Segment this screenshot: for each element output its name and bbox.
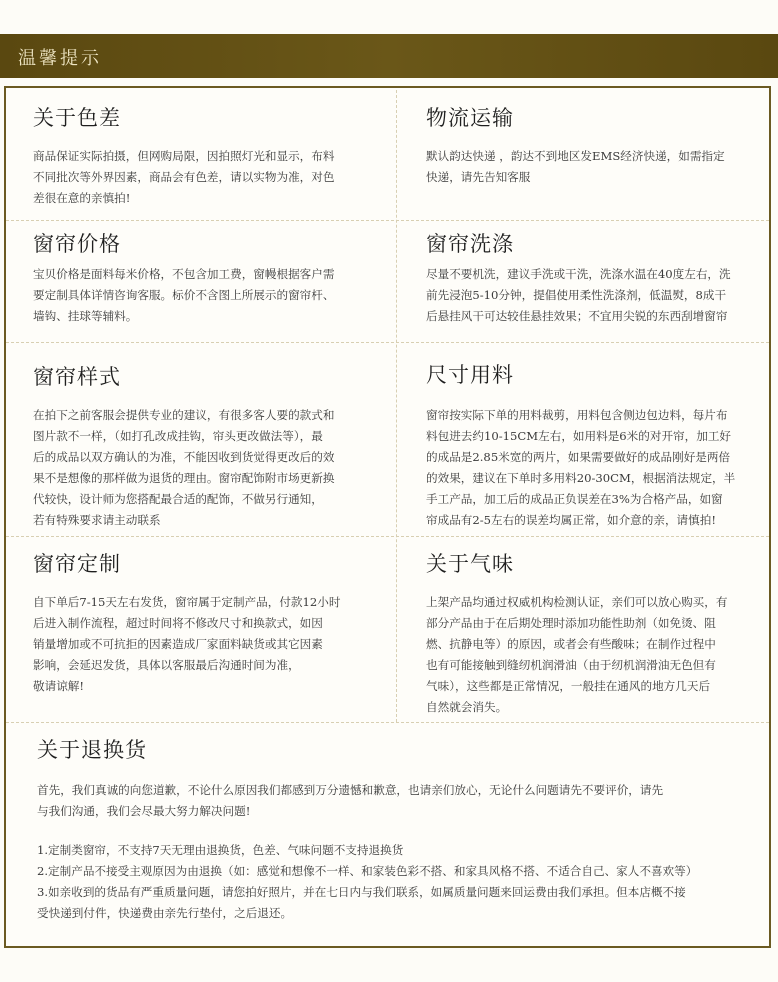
returns-item: 1.定制类窗帘，不支持7天无理由退换货，色差、气味问题不支持退换货 [37, 843, 404, 857]
row-divider [6, 722, 769, 723]
section-body: 尽量不要机洗，建议手洗或干洗，洗涤水温在40度左右，洗 前先浸泡5-10分钟，提倡使用柔性洗涤剂，低温熨，8成干 后悬挂风干可达较佳悬挂效果；不宜用尖锐的东西刮增窗帘 [426, 267, 731, 323]
section-size-material [426, 361, 771, 531]
section-body: 在拍下之前客服会提供专业的建议，有很多客人要的款式和 图片款不一样，（如打孔改成挂钩，帘头更改做法等），最 后的成品以双方确认的为准，不能因收到货觉得更改后的效 果不是想像的那样做为退货的理由。窗帘配饰附市场更新换 代较快，设计师为您搭配最合适的配饰，不做另行通知， 若有特殊要求请主动联系 [33, 408, 335, 527]
column-divider [396, 90, 397, 722]
section-body: 宝贝价格是面料每米价格，不包含加工费，窗幔根据客户需 要定制具体详情咨询客服。标价不含图上所展示的窗帘杆、 墙钩、挂球等辅料。 [33, 267, 335, 323]
section-title: 窗帘定制 [33, 552, 121, 576]
section-curtain-price [33, 230, 383, 327]
section-body: 默认韵达快递 ，韵达不到地区发EMS经济快递，如需指定 快递，请先告知客服 [426, 149, 725, 184]
returns-intro: 首先，我们真诚的向您道歉，不论什么原因我们都感到万分遗憾和歉意，也请亲们放心，无论什么问题请先不要评价，请先 与我们沟通，我们会尽最大努力解决问题! [37, 783, 664, 818]
row-divider [6, 220, 769, 221]
section-title: 关于退换货 [37, 738, 147, 762]
section-body: 窗帘按实际下单的用料裁剪，用料包含侧边包边料，每片布 料包进去约10-15CM左右，如用料是6米的对开帘，加工好 的成品是2.85米宽的两片，如果需要做好的成品刚好是两倍 的效果，建议在下单时多用料20-30CM，根据消法规定，半 手工产品，加工后的成品正负误差在3%为合格产品，如窗 帘成品有2-5左右的误差均属正常，如介意的亲，请慎拍! [426, 408, 736, 527]
row-divider [6, 342, 769, 343]
page-title: 温馨提示 [18, 48, 102, 69]
section-logistics [426, 104, 766, 188]
section-title: 窗帘价格 [33, 232, 121, 256]
section-title: 窗帘样式 [33, 365, 121, 389]
section-curtain-style [33, 363, 383, 531]
section-returns [37, 736, 767, 924]
section-color-difference [33, 104, 383, 209]
section-title: 尺寸用料 [426, 363, 514, 387]
section-title: 窗帘洗涤 [426, 232, 514, 256]
returns-item: 3.如亲收到的货品有严重质量问题，请您拍好照片，并在七日内与我们联系，如属质量问题来回运费由我们承担。但本店概不接 受快递到付件，快递费由亲先行垫付，之后退还。 [37, 885, 686, 920]
section-body: 上架产品均通过权威机构检测认证，亲们可以放心购买，有 部分产品由于在后期处理时添加功能性助剂（如免烫、阻 燃、抗静电等）的原因，或者会有些酸味；在制作过程中 也有可能接触到缝纫机润滑油（由于纫机润滑油无色但有 气味），这些都是正常情况，一般挂在通风的地方几天后 自然就会消失。 [426, 595, 728, 714]
section-curtain-custom [33, 550, 383, 697]
section-curtain-washing [426, 230, 771, 327]
section-body: 商品保证实际拍摄，但网购局限，因拍照灯光和显示，布料 不同批次等外界因素，商品会有色差，请以实物为准，对色 差很在意的亲慎拍! [33, 149, 335, 205]
row-divider [6, 536, 769, 537]
header-band [0, 34, 778, 78]
section-title: 关于色差 [33, 106, 121, 130]
section-odor [426, 550, 771, 718]
section-body: 自下单后7-15天左右发货，窗帘属于定制产品，付款12小时 后进入制作流程，超过时间将不修改尺寸和换款式，如因 销量增加或不可抗拒的因素造成厂家面料缺货或其它因素 影响，会延迟发货，具体以客服最后沟通时间为准， 敬请谅解! [33, 595, 341, 693]
returns-item: 2.定制产品不接受主观原因为由退换（如：感觉和想像不一样、和家装色彩不搭、和家具风格不搭、不适合自己、家人不喜欢等） [37, 864, 698, 878]
section-title: 物流运输 [426, 106, 514, 130]
section-title: 关于气味 [426, 552, 514, 576]
